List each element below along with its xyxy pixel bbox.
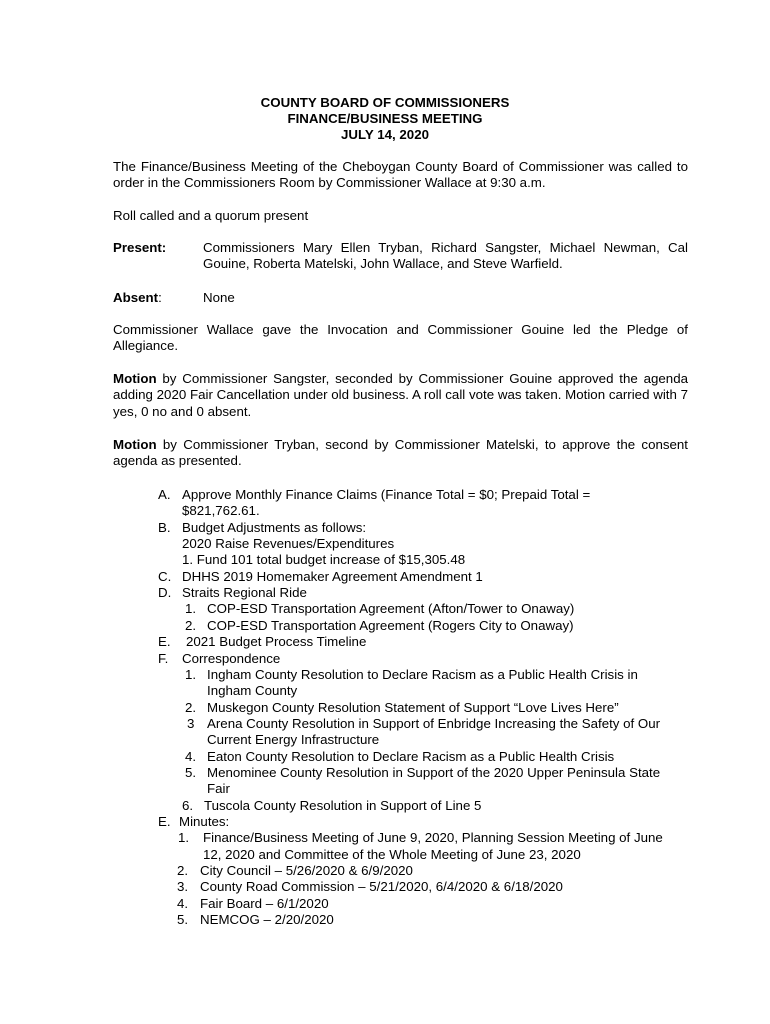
agenda-item-marker: 2.: [185, 700, 197, 715]
absent-colon: :: [158, 290, 162, 305]
agenda-item-text: Straits Regional Ride: [182, 585, 307, 600]
agenda-item-text: Minutes:: [179, 814, 230, 829]
title-line-1: COUNTY BOARD OF COMMISSIONERS: [260, 95, 510, 110]
agenda-item-text: Finance/Business Meeting of June 9, 2020, Planning Session Meeting of June: [203, 830, 663, 845]
agenda-item-marker: F.: [158, 651, 169, 666]
agenda-item-marker: 4.: [177, 896, 189, 911]
agenda-item-marker: E.: [158, 634, 171, 649]
present-list: Commissioners Mary Ellen Tryban, Richard Sangster, Michael Newman, Cal Gouine, Roberta Matelski, John Wallace, and Steve Warfield.: [203, 240, 688, 272]
agenda-item-text: Budget Adjustments as follows:: [182, 520, 367, 535]
agenda-item-marker: 5.: [185, 765, 197, 780]
invocation-paragraph: Commissioner Wallace gave the Invocation and Commissioner Gouine led the Pledge of Allegiance.: [113, 322, 688, 354]
agenda-item-text: Current Energy Infrastructure: [207, 732, 380, 747]
agenda-item-text: Ingham County Resolution to Declare Racism as a Public Health Crisis in: [207, 667, 638, 682]
absent-label-text: Absent: [113, 290, 159, 305]
absent-label: [113, 290, 162, 306]
agenda-item-text: Fair Board – 6/1/2020: [200, 896, 329, 911]
agenda-item-marker: C.: [158, 569, 172, 584]
agenda-item-text: Tuscola County Resolution in Support of Line 5: [204, 798, 482, 813]
motion-paragraph-1: [113, 371, 688, 420]
present-label: Present:: [113, 240, 167, 255]
roll-call-text: Roll called and a quorum present: [113, 208, 309, 223]
agenda-item-text: NEMCOG – 2/20/2020: [200, 912, 334, 927]
motion-paragraph-2: [113, 437, 688, 470]
agenda-item-marker: 1.: [185, 667, 197, 682]
title-line-3: JULY 14, 2020: [341, 127, 429, 142]
agenda-item-text: Eaton County Resolution to Declare Racism as a Public Health Crisis: [207, 749, 615, 764]
agenda-item-text: DHHS 2019 Homemaker Agreement Amendment 1: [182, 569, 483, 584]
agenda-item-text: County Road Commission – 5/21/2020, 6/4/2020 & 6/18/2020: [200, 879, 563, 894]
agenda-item-text: Fair: [207, 781, 230, 796]
agenda-item-marker: 3: [187, 716, 195, 731]
agenda-item-marker: A.: [158, 487, 171, 502]
motion-keyword: Motion: [113, 371, 157, 386]
agenda-item-marker: 1.: [178, 830, 190, 845]
agenda-item-text: COP-ESD Transportation Agreement (Afton/Tower to Onaway): [207, 601, 575, 616]
motion-keyword: Motion: [113, 437, 157, 452]
agenda-item-text: Menominee County Resolution in Support of the 2020 Upper Peninsula State: [207, 765, 661, 780]
agenda-item-marker: D.: [158, 585, 172, 600]
agenda-item-text: $821,762.61.: [182, 503, 260, 518]
agenda-item-text: Muskegon County Resolution Statement of Support “Love Lives Here”: [207, 700, 619, 715]
agenda-item-text: Arena County Resolution in Support of Enbridge Increasing the Safety of Our: [207, 716, 661, 731]
agenda-item-text: COP-ESD Transportation Agreement (Rogers City to Onaway): [207, 618, 574, 633]
title-line-2: FINANCE/BUSINESS MEETING: [287, 111, 483, 126]
agenda-item-text: City Council – 5/26/2020 & 6/9/2020: [200, 863, 413, 878]
agenda-item-marker: E.: [158, 814, 171, 829]
agenda-item-text: 2021 Budget Process Timeline: [186, 634, 367, 649]
absent-value: None: [203, 290, 235, 305]
agenda-item-marker: 2.: [185, 618, 197, 633]
agenda-item-marker: 2.: [177, 863, 189, 878]
agenda-item-marker: B.: [158, 520, 171, 535]
agenda-item-marker: 1.: [185, 601, 197, 616]
agenda-item-marker: 5.: [177, 912, 189, 927]
agenda-item-text: Correspondence: [182, 651, 281, 666]
motion-text: by Commissioner Tryban, second by Commissioner Matelski, to approve the consent agenda as presented.: [113, 437, 688, 469]
intro-paragraph: The Finance/Business Meeting of the Cheboygan County Board of Commissioner was called to order in the Commissioners Room by Commissioner Wallace at 9:30 a.m.: [113, 159, 688, 191]
agenda-item-marker: 6.: [182, 798, 194, 813]
agenda-item-text: 2020 Raise Revenues/Expenditures: [182, 536, 395, 551]
agenda-item-text: 1. Fund 101 total budget increase of $15,305.48: [182, 552, 466, 567]
agenda-item-text: Ingham County: [207, 683, 298, 698]
motion-text: by Commissioner Sangster, seconded by Commissioner Gouine approved the agenda adding 2020 Fair Cancellation under old business. A roll call vote was taken. Motion carried with 7 yes, 0 no and 0 absent.: [113, 371, 688, 419]
agenda-item-text: Approve Monthly Finance Claims (Finance Total = $0; Prepaid Total =: [182, 487, 591, 502]
agenda-item-marker: 4.: [185, 749, 197, 764]
agenda-item-text: 12, 2020 and Committee of the Whole Meeting of June 23, 2020: [203, 847, 581, 862]
agenda-item-marker: 3.: [177, 879, 189, 894]
